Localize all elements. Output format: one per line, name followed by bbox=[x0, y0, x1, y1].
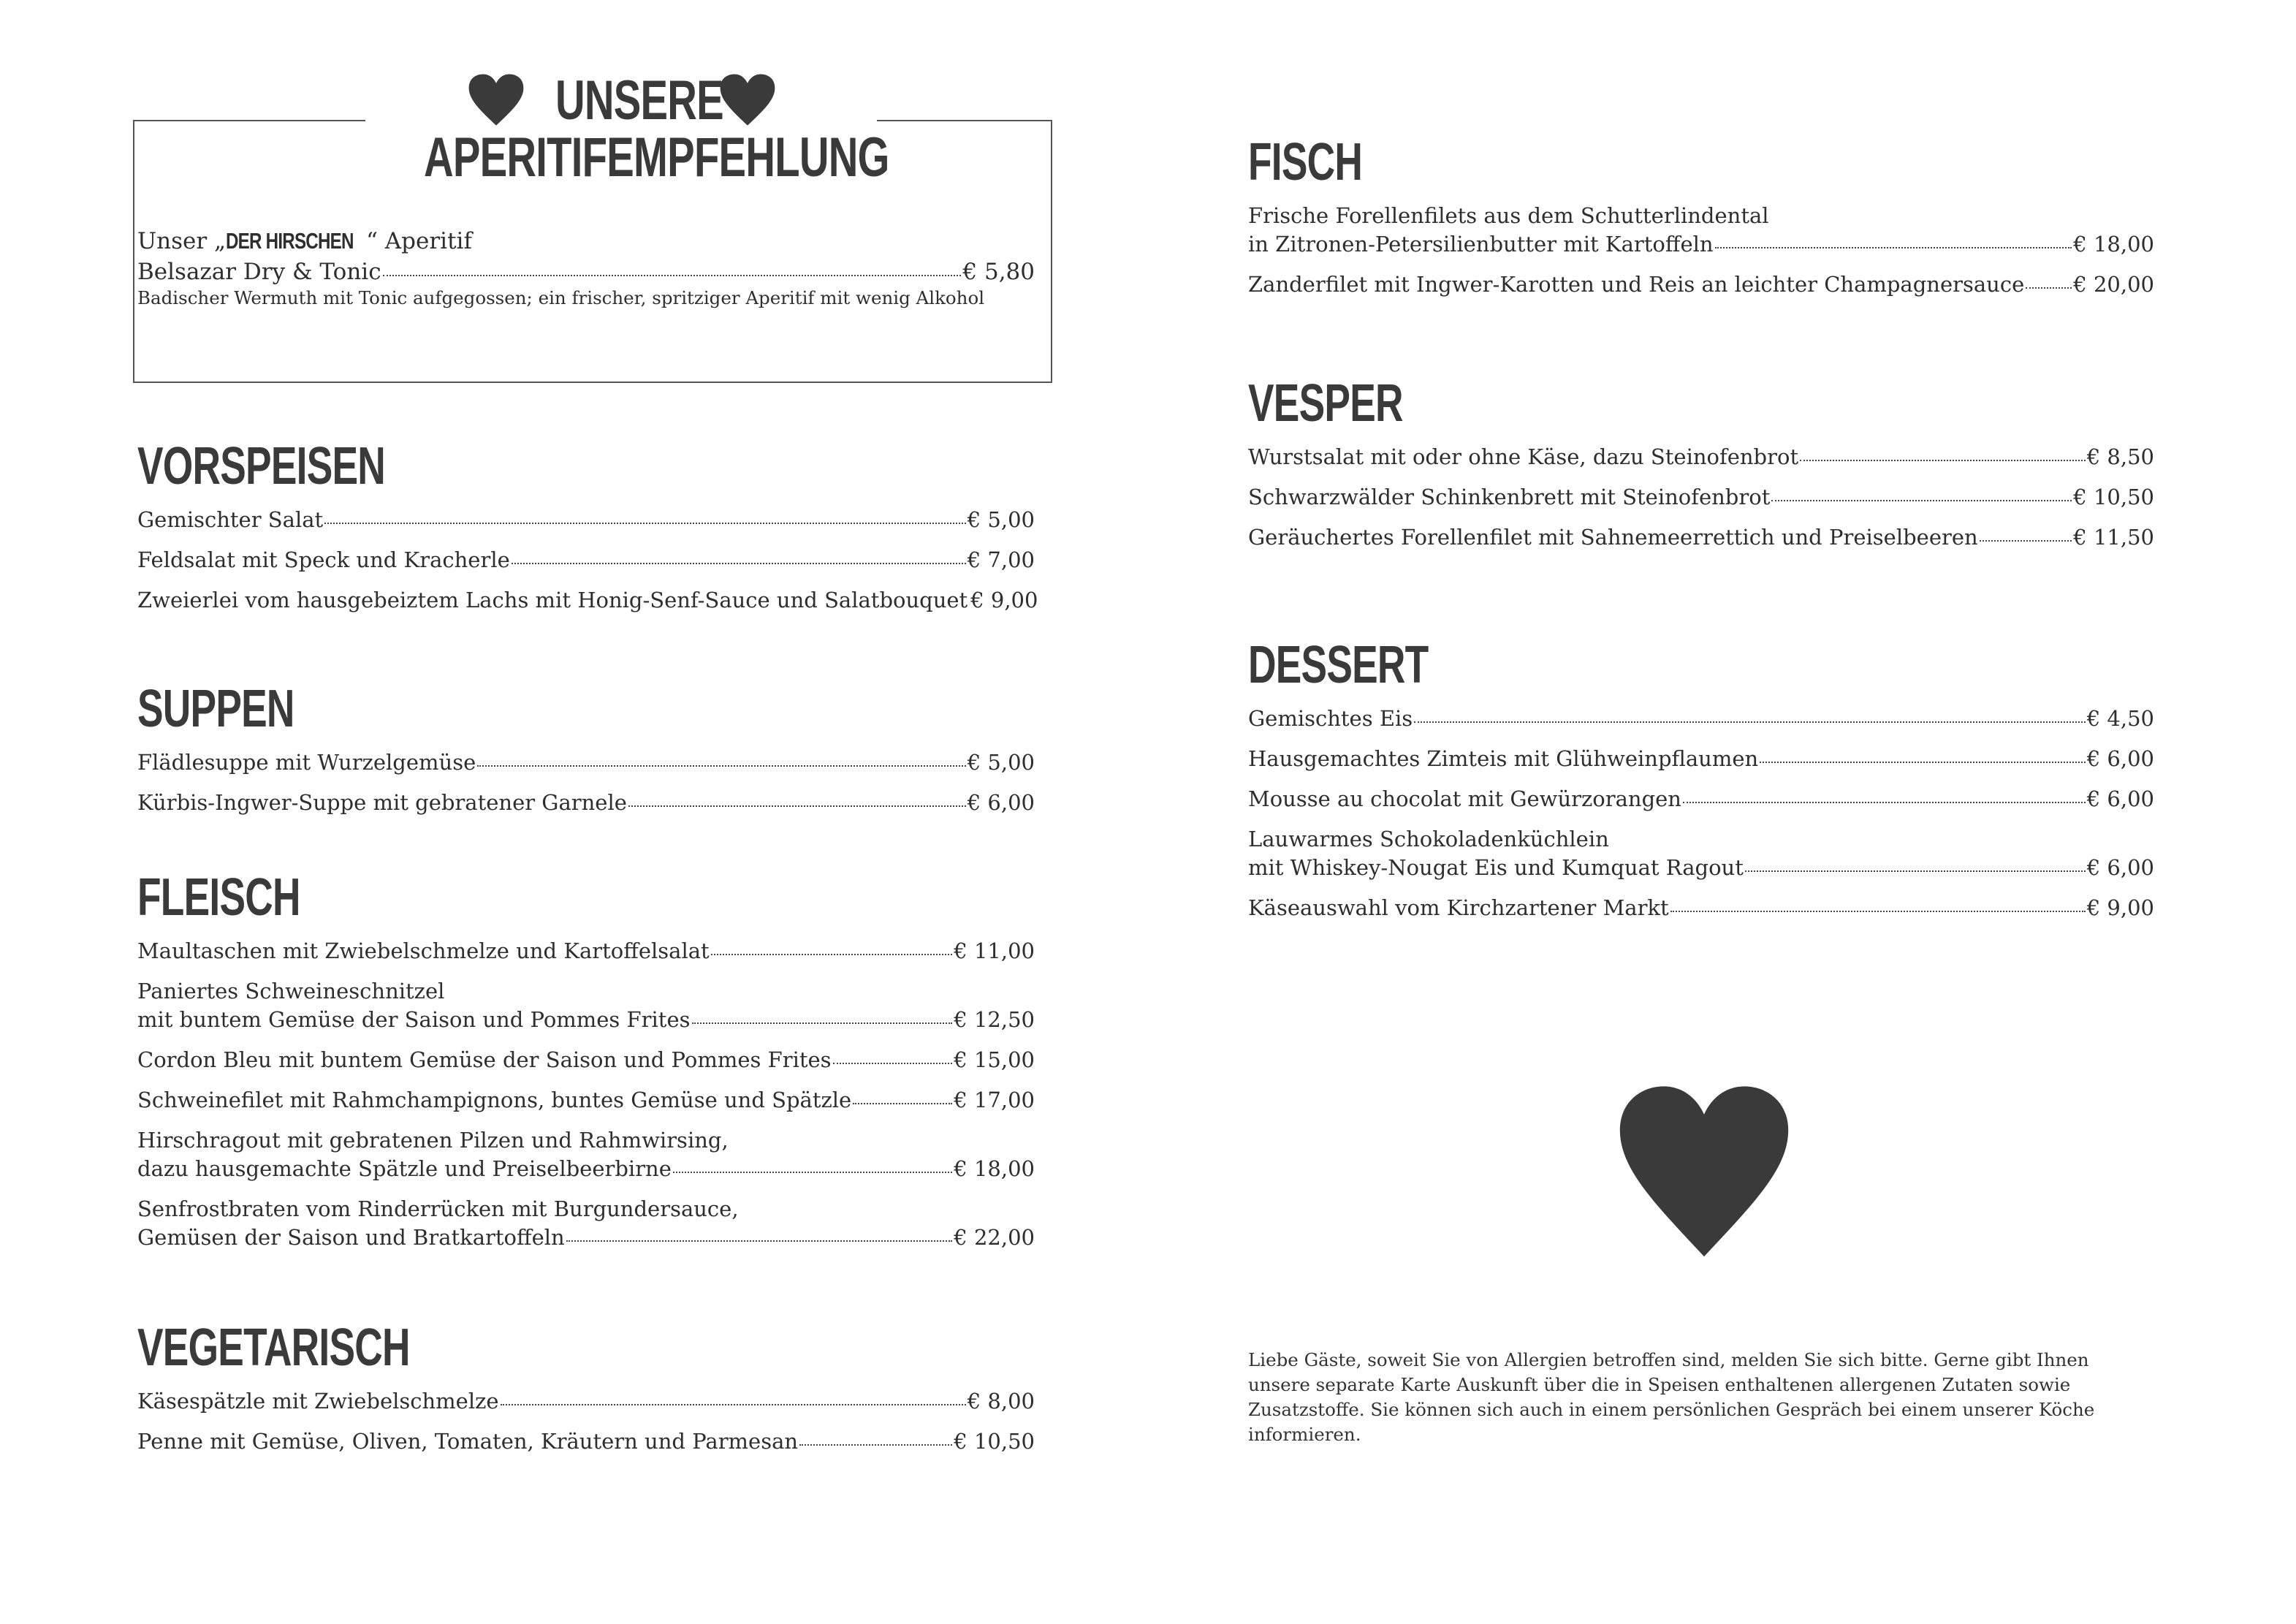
menu-item bbox=[1248, 443, 2154, 471]
menu-item-name: Gemischter Salat bbox=[137, 507, 324, 532]
aperitif-intro-prefix: Unser „ bbox=[137, 228, 227, 254]
heart-icon bbox=[719, 73, 776, 127]
menu-item-price: € 6,00 bbox=[2086, 855, 2154, 880]
dot-leader bbox=[1745, 870, 2086, 872]
menu-item-name: Wurstsalat mit oder ohne Käse, dazu Steinofenbrot bbox=[1248, 444, 1799, 469]
menu-list bbox=[137, 748, 1035, 817]
section-vorspeisen bbox=[137, 437, 1038, 615]
menu-item-name-line1: Paniertes Schweineschnitzel bbox=[137, 979, 445, 1003]
menu-item-name: Kürbis-Ingwer-Suppe mit gebratener Garnele bbox=[137, 790, 627, 815]
menu-item bbox=[1248, 202, 2154, 259]
menu-item-name: mit buntem Gemüse der Saison und Pommes Frites bbox=[137, 1007, 691, 1032]
menu-item-price: € 8,50 bbox=[2086, 444, 2154, 469]
menu-item-price: € 6,00 bbox=[967, 790, 1035, 815]
dot-leader bbox=[501, 1403, 966, 1405]
aperitif-item bbox=[137, 257, 1035, 287]
dot-leader bbox=[1670, 910, 2086, 912]
aperitif-item-price: € 5,80 bbox=[962, 259, 1035, 285]
menu-item bbox=[137, 1086, 1035, 1115]
menu-item bbox=[137, 586, 1038, 615]
dot-leader bbox=[1771, 499, 2072, 501]
menu-item-name: Zanderfilet mit Ingwer-Karotten und Reis an leichter Champagnersauce bbox=[1248, 272, 2025, 297]
menu-item-row bbox=[137, 1086, 1035, 1115]
menu-item-row bbox=[137, 789, 1035, 817]
menu-item-name: Schweinefilet mit Rahmchampignons, buntes Gemüse und Spätzle bbox=[137, 1088, 852, 1112]
menu-item bbox=[1248, 825, 2154, 882]
menu-item-row bbox=[1248, 854, 2154, 882]
menu-item-price: € 10,50 bbox=[954, 1429, 1035, 1454]
aperitif-title-line1: UNSERE bbox=[555, 69, 723, 132]
section-title: VORSPEISEN bbox=[137, 437, 386, 496]
menu-item bbox=[1248, 523, 2154, 552]
menu-item-row bbox=[1248, 705, 2154, 733]
menu-item bbox=[137, 546, 1035, 574]
menu-item-row bbox=[137, 546, 1035, 574]
menu-item-price: € 10,50 bbox=[2073, 485, 2154, 509]
menu-list bbox=[137, 937, 1035, 1252]
menu-item-name-line1: Frische Forellenfilets aus dem Schutterlindental bbox=[1248, 203, 1769, 228]
section-title: DESSERT bbox=[1248, 636, 1429, 694]
dot-leader bbox=[628, 805, 966, 807]
aperitif-title-line2: APERITIFEMPFEHLUNG bbox=[424, 126, 889, 189]
menu-item-name: Schwarzwälder Schinkenbrett mit Steinofenbrot bbox=[1248, 485, 1771, 509]
menu-item-price: € 9,00 bbox=[2086, 895, 2154, 920]
menu-item-name: Gemüsen der Saison und Bratkartoffeln bbox=[137, 1225, 565, 1250]
menu-item-price: € 11,50 bbox=[2073, 525, 2154, 550]
dot-leader bbox=[324, 522, 966, 524]
aperitif-intro bbox=[137, 227, 472, 256]
menu-item-name-line1: Lauwarmes Schokoladenküchlein bbox=[1248, 827, 1609, 851]
menu-item-price: € 6,00 bbox=[2086, 786, 2154, 811]
menu-item bbox=[1248, 785, 2154, 813]
menu-item bbox=[1248, 705, 2154, 733]
section-title: VEGETARISCH bbox=[137, 1318, 410, 1377]
menu-item-row bbox=[137, 748, 1035, 777]
menu-item-name: Maultaschen mit Zwiebelschmelze und Kartoffelsalat bbox=[137, 938, 710, 963]
menu-item-row bbox=[137, 1006, 1035, 1034]
section-title: SUPPEN bbox=[137, 680, 294, 738]
menu-item-name-line1: Hirschragout mit gebratenen Pilzen und Rahmwirsing, bbox=[137, 1128, 729, 1153]
menu-item-name: Cordon Bleu mit buntem Gemüse der Saison und Pommes Frites bbox=[137, 1047, 832, 1072]
menu-item-name: Mousse au chocolat mit Gewürzorangen bbox=[1248, 786, 1681, 811]
dot-leader bbox=[1980, 539, 2072, 542]
menu-item-name: Käsespätzle mit Zwiebelschmelze bbox=[137, 1389, 499, 1414]
dot-leader bbox=[1760, 761, 2086, 763]
menu-item-price: € 20,00 bbox=[2073, 272, 2154, 297]
menu-list bbox=[137, 506, 1038, 615]
section-fleisch bbox=[137, 868, 1035, 1252]
menu-item-row bbox=[137, 506, 1035, 534]
menu-item-row bbox=[1248, 270, 2154, 299]
menu-item bbox=[1248, 483, 2154, 512]
dot-leader bbox=[512, 562, 966, 564]
menu-item-name: Flädlesuppe mit Wurzelgemüse bbox=[137, 750, 476, 775]
dot-leader bbox=[692, 1022, 953, 1024]
menu-item bbox=[137, 937, 1035, 965]
dot-leader bbox=[566, 1240, 953, 1242]
menu-item bbox=[137, 977, 1035, 1034]
menu-item-price: € 9,00 bbox=[970, 588, 1038, 612]
section-title: VESPER bbox=[1248, 374, 1403, 433]
menu-item-row bbox=[137, 1223, 1035, 1252]
dot-leader bbox=[853, 1102, 952, 1104]
section-vesper bbox=[1248, 374, 2154, 552]
menu-item-row bbox=[1248, 443, 2154, 471]
menu-item-name-line1: Senfrostbraten vom Rinderrücken mit Burgundersauce, bbox=[137, 1196, 739, 1221]
menu-item-name: Geräuchertes Forellenfilet mit Sahnemeerrettich und Preiselbeeren bbox=[1248, 525, 1978, 550]
section-vegetarisch bbox=[137, 1318, 1035, 1456]
dot-leader bbox=[477, 764, 966, 767]
menu-item-price: € 4,50 bbox=[2086, 706, 2154, 731]
menu-item-name: dazu hausgemachte Spätzle und Preiselbeerbirne bbox=[137, 1156, 672, 1181]
dot-leader bbox=[1800, 459, 2086, 461]
aperitif-item-name: Belsazar Dry & Tonic bbox=[137, 259, 381, 285]
section-title: FLEISCH bbox=[137, 868, 300, 927]
heart-icon bbox=[468, 73, 525, 127]
menu-list bbox=[137, 1387, 1035, 1456]
section-title: FISCH bbox=[1248, 133, 1363, 191]
menu-item-price: € 18,00 bbox=[2073, 232, 2154, 257]
menu-item bbox=[137, 1046, 1035, 1074]
menu-item-row bbox=[137, 586, 1038, 615]
menu-item bbox=[1248, 894, 2154, 922]
menu-item-name: Zweierlei vom hausgebeiztem Lachs mit Honig-Senf-Sauce und Salatbouquet bbox=[137, 588, 968, 612]
dot-leader bbox=[799, 1443, 952, 1446]
menu-item-price: € 7,00 bbox=[967, 547, 1035, 572]
menu-item bbox=[137, 748, 1035, 777]
menu-item-name: in Zitronen-Petersilienbutter mit Kartoffeln bbox=[1248, 232, 1714, 257]
dot-leader bbox=[1414, 721, 2086, 723]
menu-item bbox=[1248, 270, 2154, 299]
menu-item-name: Penne mit Gemüse, Oliven, Tomaten, Kräutern und Parmesan bbox=[137, 1429, 799, 1454]
menu-item-name: Hausgemachtes Zimteis mit Glühweinpflaumen bbox=[1248, 746, 1759, 771]
section-suppen bbox=[137, 680, 1035, 817]
menu-item bbox=[137, 1195, 1035, 1252]
menu-item-row bbox=[1248, 523, 2154, 552]
dot-leader bbox=[1683, 801, 2086, 803]
menu-list bbox=[1248, 705, 2154, 922]
dot-leader bbox=[383, 274, 962, 276]
heart-icon bbox=[1616, 1085, 1792, 1260]
allergen-notice: Liebe Gäste, soweit Sie von Allergien betroffen sind, melden Sie sich bitte. Gerne gibt Ihnen unsere separate Karte Auskunft über die in Speisen enthaltenen allergenen Zutaten sowie Zusatzstoffe. Sie können sich auch in einem persönlichen Gespräch bei einem unserer Köche informieren. bbox=[1248, 1349, 2095, 1445]
menu-item-row bbox=[137, 1155, 1035, 1183]
menu-item-row bbox=[1248, 230, 2154, 259]
menu-item-row bbox=[137, 1387, 1035, 1416]
menu-item bbox=[137, 1126, 1035, 1183]
dot-leader bbox=[2026, 287, 2072, 289]
dot-leader bbox=[833, 1062, 953, 1064]
menu-item-row bbox=[1248, 894, 2154, 922]
menu-item-row bbox=[137, 937, 1035, 965]
section-dessert bbox=[1248, 636, 2154, 922]
menu-item bbox=[137, 789, 1035, 817]
menu-item bbox=[137, 506, 1035, 534]
menu-item-price: € 11,00 bbox=[954, 938, 1035, 963]
menu-item-name: Feldsalat mit Speck und Kracherle bbox=[137, 547, 510, 572]
menu-item-row bbox=[1248, 785, 2154, 813]
menu-item-price: € 6,00 bbox=[2086, 746, 2154, 771]
menu-item bbox=[1248, 745, 2154, 773]
menu-item-price: € 15,00 bbox=[954, 1047, 1035, 1072]
aperitif-item-description: Badischer Wermuth mit Tonic aufgegossen; ein frischer, spritziger Aperitif mit wenig Alkohol bbox=[137, 287, 985, 308]
menu-item-row bbox=[1248, 483, 2154, 512]
menu-item-row bbox=[137, 1046, 1035, 1074]
menu-item bbox=[137, 1427, 1035, 1456]
menu-item-name: mit Whiskey-Nougat Eis und Kumquat Ragout bbox=[1248, 855, 1744, 880]
dot-leader bbox=[711, 953, 953, 955]
aperitif-brand: DER HIRSCHEN bbox=[226, 228, 354, 254]
menu-item-price: € 18,00 bbox=[954, 1156, 1035, 1181]
menu-list bbox=[1248, 443, 2154, 552]
dot-leader bbox=[673, 1171, 952, 1173]
menu-item-row bbox=[137, 1427, 1035, 1456]
dot-leader bbox=[1715, 246, 2072, 248]
section-fisch bbox=[1248, 133, 2154, 299]
menu-item-name: Käseauswahl vom Kirchzartener Markt bbox=[1248, 895, 1669, 920]
aperitif-intro-suffix: “ Aperitif bbox=[366, 228, 472, 254]
menu-item-price: € 5,00 bbox=[967, 507, 1035, 532]
menu-item bbox=[137, 1387, 1035, 1416]
menu-list bbox=[1248, 202, 2154, 299]
menu-item-price: € 22,00 bbox=[954, 1225, 1035, 1250]
menu-item-price: € 12,50 bbox=[954, 1007, 1035, 1032]
menu-item-price: € 17,00 bbox=[954, 1088, 1035, 1112]
menu-item-price: € 8,00 bbox=[967, 1389, 1035, 1414]
menu-item-name: Gemischtes Eis bbox=[1248, 706, 1413, 731]
menu-item-row bbox=[1248, 745, 2154, 773]
menu-item-price: € 5,00 bbox=[967, 750, 1035, 775]
